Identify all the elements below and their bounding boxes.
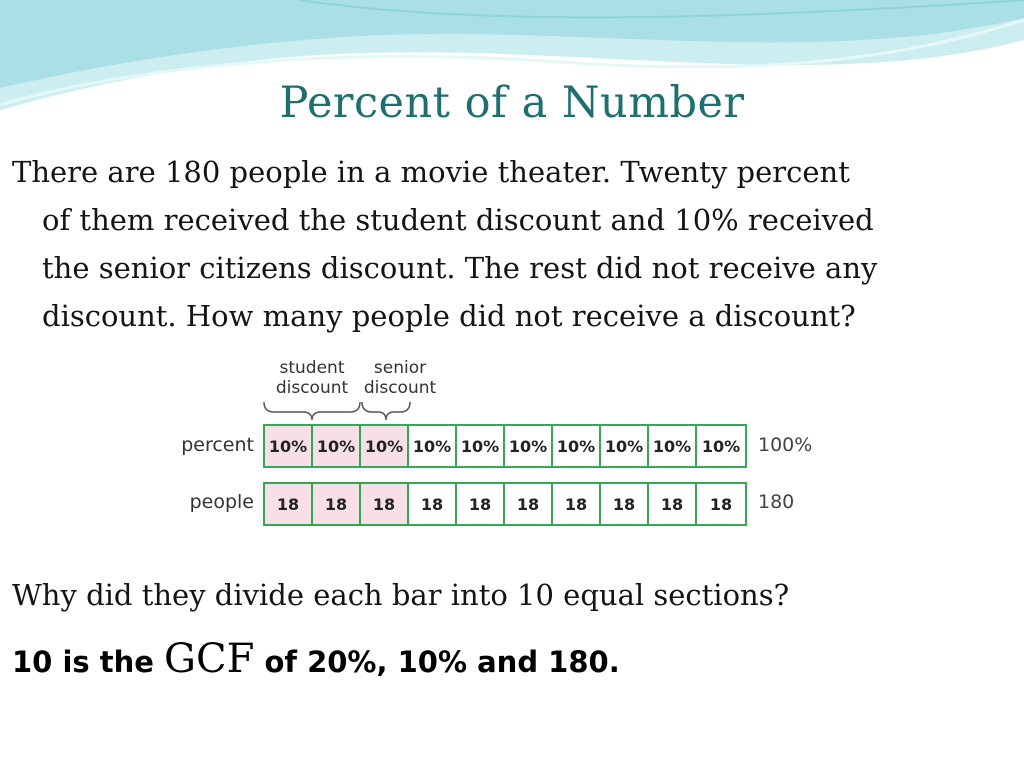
people-cell: 18: [265, 484, 313, 524]
page-title: Percent of a Number: [279, 78, 745, 128]
people-cell: 18: [649, 484, 697, 524]
answer-text: [12, 636, 620, 682]
people-total: 180: [758, 491, 795, 513]
answer-gcf: GCF: [164, 636, 255, 682]
percent-cell: 10%: [553, 426, 601, 466]
percent-cell: 10%: [649, 426, 697, 466]
percent-cell: 10%: [457, 426, 505, 466]
answer-part: 10 is the: [12, 645, 165, 679]
label-line: discount: [275, 378, 349, 398]
people-cell: 18: [313, 484, 361, 524]
people-cell: 18: [361, 484, 409, 524]
problem-line: the senior citizens discount. The rest did not receive any: [42, 251, 878, 285]
question-text: Why did they divide each bar into 10 equal sections?: [12, 578, 790, 612]
people-cell: 18: [505, 484, 553, 524]
percent-cell: 10%: [505, 426, 553, 466]
label-line: senior: [373, 358, 427, 378]
people-row-label: people: [189, 491, 254, 513]
percent-cell: 10%: [265, 426, 313, 466]
label-line: discount: [363, 378, 437, 398]
answer-part: of 20%, 10% and 180.: [254, 645, 620, 679]
label-line: student: [279, 358, 345, 378]
percent-cell: 10%: [701, 436, 741, 456]
percent-row-label: percent: [181, 434, 254, 456]
people-cell: 18: [553, 484, 601, 524]
percent-cell: 10%: [361, 426, 409, 466]
percent-cell: 10%: [313, 426, 361, 466]
problem-statement: [12, 148, 1012, 340]
percent-cell: 10%: [409, 426, 457, 466]
bar-model-diagram: [148, 350, 838, 550]
problem-line: discount. How many people did not receive a discount?: [42, 299, 856, 333]
percent-total: 100%: [758, 434, 813, 456]
problem-line: of them received the student discount and 10% received: [42, 203, 874, 237]
people-bar: [263, 482, 747, 526]
people-cell: 18: [409, 484, 457, 524]
people-cell: 18: [457, 484, 505, 524]
senior-discount-label: [350, 358, 450, 398]
people-cell: 18: [709, 494, 733, 514]
problem-line: There are 180 people in a movie theater. Twenty percent: [12, 155, 850, 189]
people-cell: 18: [601, 484, 649, 524]
percent-bar: [263, 424, 747, 468]
percent-cell: 10%: [601, 426, 649, 466]
